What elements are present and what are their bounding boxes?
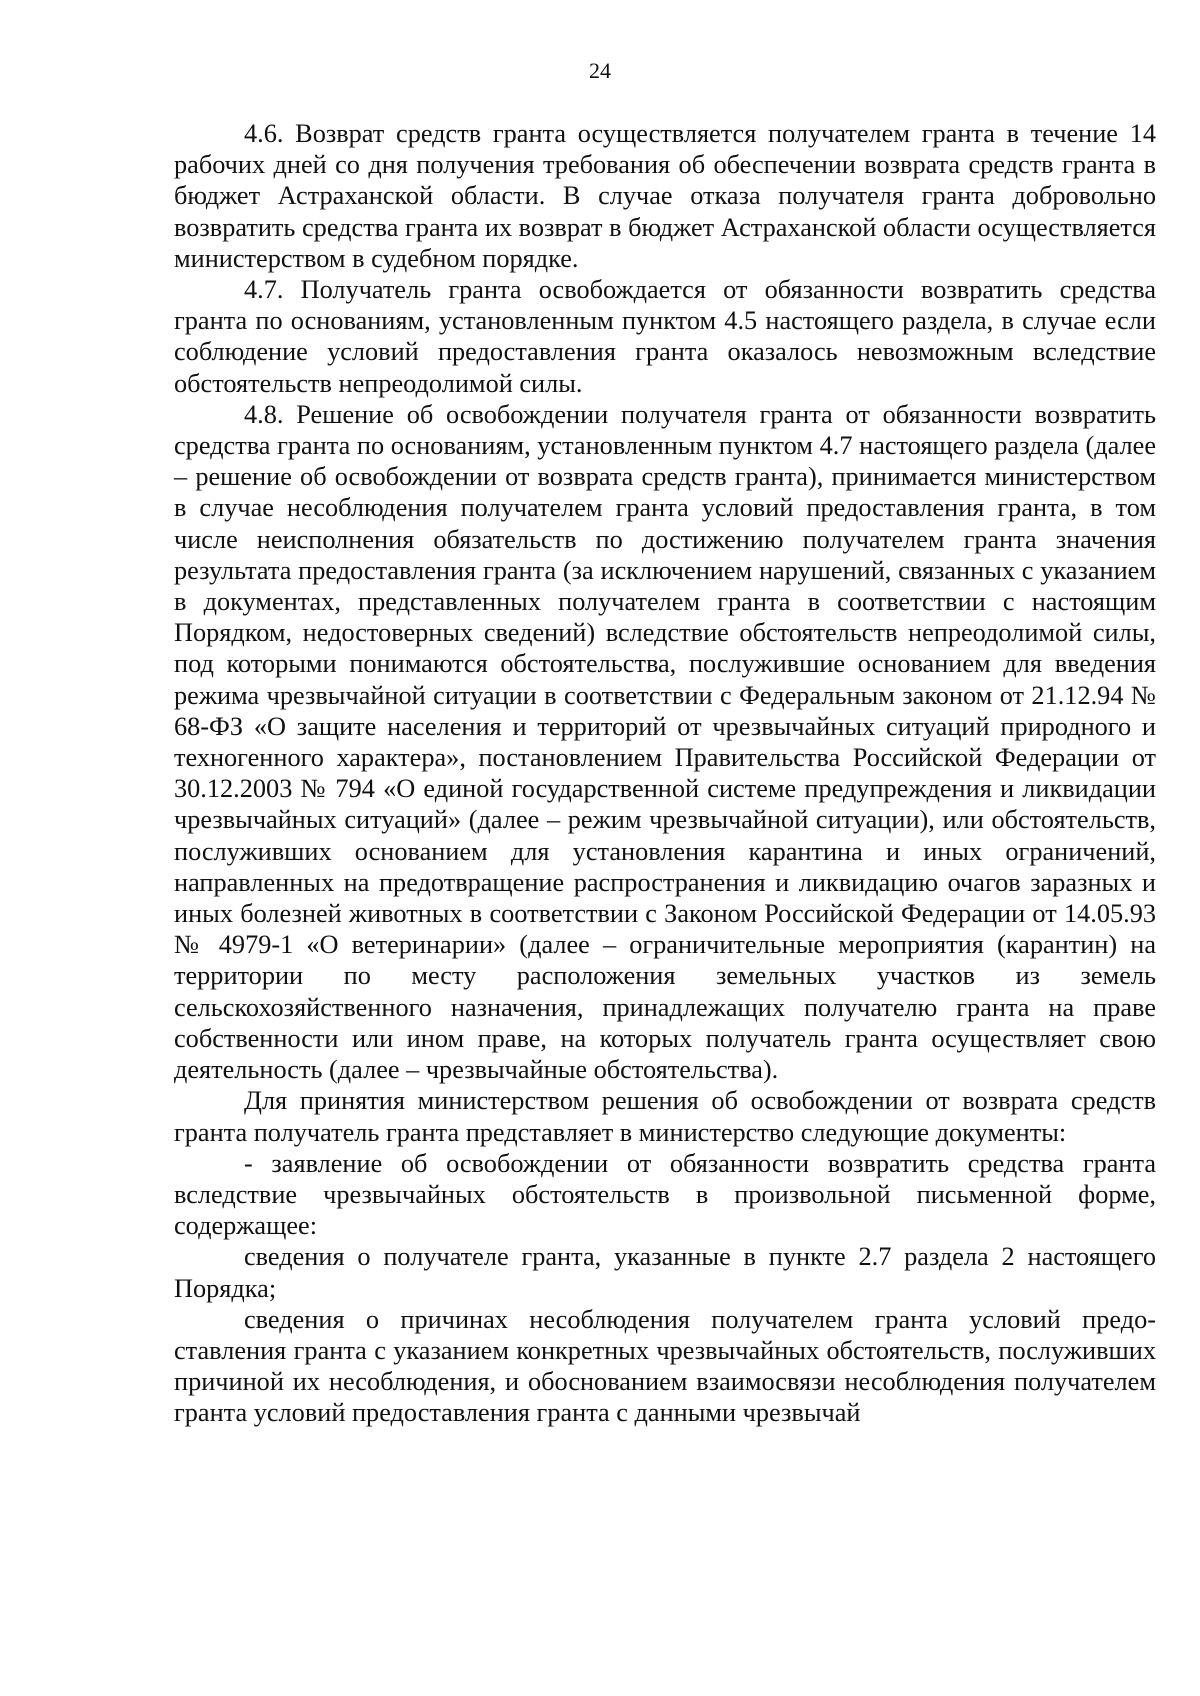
paragraph-application-item: - заявление об освобождении от обязанности возвратить средства гранта вследствие чрезвычайных обстоятельств в произвольной письменной форме, содержащее:: [174, 1148, 1156, 1241]
paragraph-documents-intro: Для принятия министерством решения об освобождении от возврата средств гранта получатель гранта представляет в министерство следующие документы:: [174, 1086, 1156, 1147]
page-number: 24: [589, 58, 611, 83]
document-body: [174, 118, 1156, 1429]
paragraph-4-7: 4.7. Получатель гранта освобождается от обязанности возвратить средства гранта по основаниям, установленным пунктом 4.5 настоящего раздела, в случае если соблюдение условий предоставления гранта оказалось невозможным вследствие обстоятельств непреодолимой силы.: [174, 275, 1156, 398]
paragraph-4-8: 4.8. Решение об освобождении получателя гранта от обязанности возвратить средства гранта по основаниям, установленным пунктом 4.7 настоящего раздела (далее – решение об освобождении от возврата средств гранта), принимается министерством в случае несоблюдения получателем гранта условий предоставления гранта, в том числе неисполнения обязательств по достижению получателем гранта значения результата предоставления гранта (за исключением нарушений, связанных с указанием в документах, представленных получателем гранта в соответствии с настоящим Порядком, недостоверных сведений) вследствие обстоятельств непреодолимой силы, под которыми понимаются обстоятельства, послужившие основанием для введения режима чрезвычайной ситуации в соответствии с Федеральным законом от 21.12.94 № 68-ФЗ «О защите населения и территорий от чрезвычайных ситуаций природного и техногенного характера», постановлением Правительства Российской Федерации от 30.12.2003 № 794 «О единой государственной системе предупреждения и ликвидации чрезвычайных ситуаций» (далее – режим чрезвычайной ситуации), или обстоятельств, послуживших основанием для установления карантина и иных ограничений, направленных на предотвращение распространения и ликвидацию очагов заразных и иных болезней животных в соответствии с Законом Российской Федерации от 14.05.93 № 4979-1 «О ветеринарии» (далее – ограничительные мероприятия (карантин) на территории по месту расположения земельных участков из земель сельскохозяйственного назначения, принадлежащих получателю гранта на праве собственности или ином праве, на которых получатель гранта осуществляет свою деятельность (далее – чрезвычайные обстоятельства).: [174, 399, 1156, 1085]
paragraph-noncompliance-reasons: сведения о причинах несоблюдения получателем гранта условий предоставления гранта с указанием конкретных чрезвычайных обстоятельств, послуживших причиной их несоблюдения, и обоснованием взаимосвязи несоблюдения получателем гранта условий предоставления гранта с данными чрезвычай: [174, 1304, 1156, 1428]
paragraph-recipient-info: сведения о получателе гранта, указанные в пункте 2.7 раздела 2 настоящего Порядка;: [174, 1242, 1156, 1303]
paragraph-4-6: 4.6. Возврат средств гранта осуществляется получателем гранта в течение 14 рабочих дней со дня получения требования об обеспечении возврата средств гранта в бюджет Астраханской области. В случае отказа получателя гранта добровольно возвратить средства гранта их возврат в бюджет Астраханской области осуществляется министерством в судебном порядке.: [174, 119, 1156, 273]
